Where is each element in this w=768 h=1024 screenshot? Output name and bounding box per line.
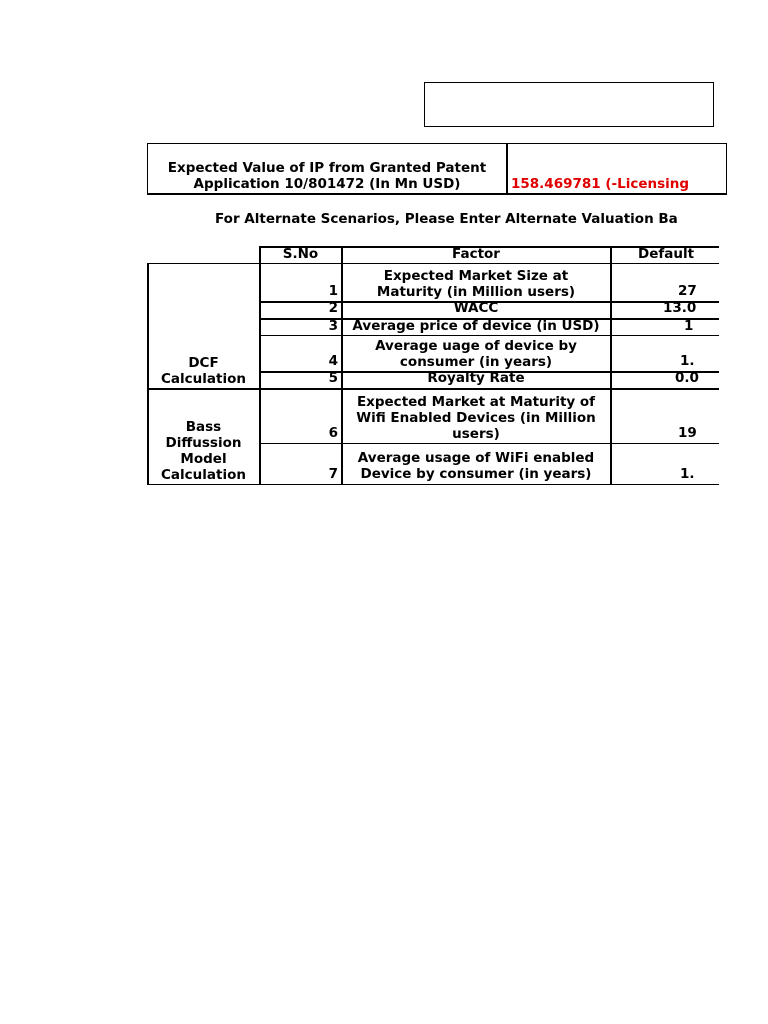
group-dcf-label: DCF Calculation — [161, 355, 246, 387]
table-row-3-sno: 3 — [328, 318, 338, 334]
table-row-5-sno: 5 — [328, 370, 338, 386]
table-row-2-default: 13.0 — [663, 300, 697, 316]
instruction-text: For Alternate Scenarios, Please Enter Alternate Valuation Ba — [215, 211, 678, 227]
table-row-1-sno: 1 — [328, 283, 338, 299]
table-row-1-factor: Expected Market Size at Maturity (in Million users) — [376, 268, 576, 300]
table-row-7-sno: 7 — [328, 466, 338, 482]
table-row-3-factor: Average price of device (in USD) — [352, 318, 600, 334]
table-row-2-sno: 2 — [328, 300, 338, 316]
table-row-7-default: 1. — [680, 466, 695, 482]
table-row-3-default: 1 — [684, 318, 694, 334]
table-row-6-default: 19 — [678, 425, 697, 441]
table-row-4-default: 1. — [680, 353, 695, 369]
summary-value: 158.469781 (-Licensing — [511, 176, 690, 192]
header-default: Default — [638, 246, 695, 262]
table-row-4-sno: 4 — [328, 353, 338, 369]
table-row-5-default: 0.0 — [675, 370, 699, 386]
header-box — [424, 82, 714, 127]
summary-label-line2: Application 10/801472 (In Mn USD) — [193, 176, 461, 192]
header-factor: Factor — [452, 246, 500, 262]
table-row-6-sno: 6 — [328, 425, 338, 441]
table-row-2-factor: WACC — [453, 300, 499, 316]
header-sno: S.No — [282, 246, 319, 262]
table-row-6-factor: Expected Market at Maturity of Wifi Enabled Devices (in Million users) — [356, 394, 596, 442]
summary-label-line1: Expected Value of IP from Granted Patent — [167, 160, 487, 176]
table-row-7-factor: Average usage of WiFi enabled Device by consumer (in years) — [357, 450, 595, 482]
table-row-5-factor: Royalty Rate — [427, 370, 525, 386]
group-bass-label: Bass Diffussion Model Calculation — [161, 419, 246, 483]
summary-label — [148, 160, 506, 192]
table-row-1-default: 27 — [678, 283, 697, 299]
table-row-4-factor: Average uage of device by consumer (in years) — [375, 338, 577, 370]
